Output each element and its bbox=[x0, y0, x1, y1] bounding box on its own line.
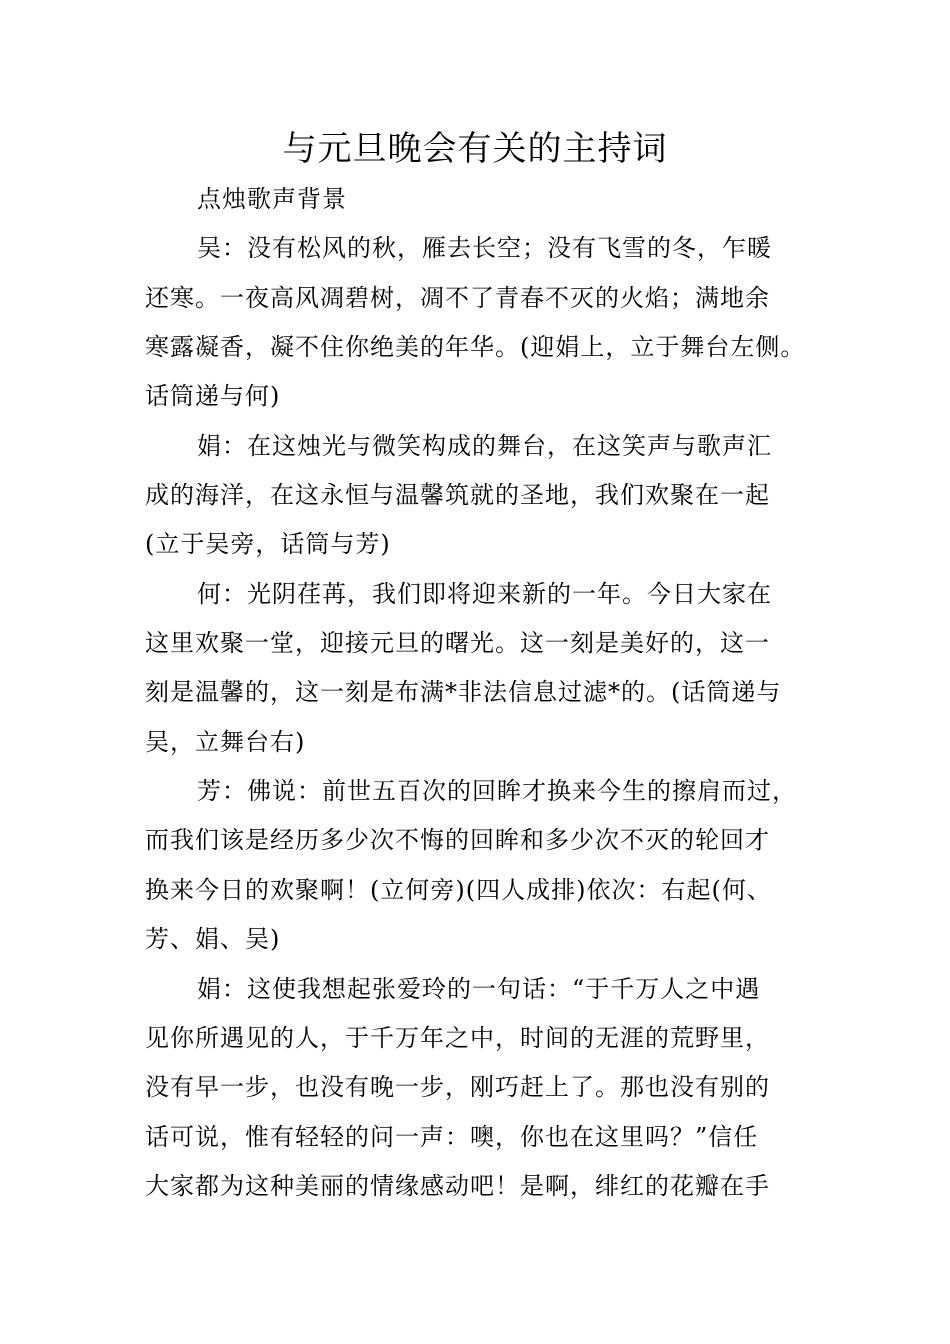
text-line: 芳：佛说：前世五百次的回眸才换来今生的擦肩而过， bbox=[197, 777, 797, 806]
text-line: 这里欢聚一堂，迎接元旦的曙光。这一刻是美好的，这一 bbox=[145, 629, 770, 658]
text-line: 成的海洋，在这永恒与温馨筑就的圣地，我们欢聚在一起 bbox=[145, 481, 770, 510]
text-line: 而我们该是经历多少次不悔的回眸和多少次不灭的轮回才 bbox=[145, 826, 770, 855]
text-line: 刻是温馨的，这一刻是布满*非法信息过滤*的。(话筒递与 bbox=[145, 678, 782, 707]
text-line: 见你所遇见的人，于千万年之中，时间的无涯的荒野里， bbox=[145, 1023, 770, 1052]
text-line: 话可说，惟有轻轻的问一声：噢，你也在这里吗？”信任 bbox=[145, 1122, 759, 1151]
text-line: 点烛歌声背景 bbox=[197, 185, 347, 213]
text-line: (立于吴旁，话筒与芳) bbox=[145, 530, 391, 559]
text-line: 吴：没有松风的秋，雁去长空；没有飞雪的冬，乍暖 bbox=[197, 234, 772, 263]
text-line: 娟：这使我想起张爱玲的一句话：“于千万人之中遇 bbox=[197, 974, 761, 1003]
text-line: 换来今日的欢聚啊！(立何旁)(四人成排)依次：右起(何、 bbox=[145, 875, 772, 904]
text-line: 话筒递与何) bbox=[145, 382, 281, 411]
text-line: 还寒。一夜高风凋碧树，凋不了青春不灭的火焰；满地余 bbox=[145, 283, 770, 312]
document-body bbox=[145, 175, 825, 1211]
text-line: 没有早一步，也没有晚一步，刚巧赶上了。那也没有别的 bbox=[145, 1073, 770, 1102]
text-line: 寒露凝香，凝不住你绝美的年华。(迎娟上，立于舞台左侧。 bbox=[145, 333, 806, 362]
text-line: 吴，立舞台右) bbox=[145, 727, 306, 756]
text-line: 何：光阴荏苒，我们即将迎来新的一年。今日大家在 bbox=[197, 579, 772, 608]
text-line: 大家都为这种美丽的情缘感动吧！是啊，绯红的花瓣在手 bbox=[145, 1171, 770, 1200]
text-line: 娟：在这烛光与微笑构成的舞台，在这笑声与歌声汇 bbox=[197, 431, 772, 460]
document-title: 与元旦晚会有关的主持词 bbox=[282, 129, 668, 169]
text-line: 芳、娟、吴) bbox=[145, 925, 281, 954]
